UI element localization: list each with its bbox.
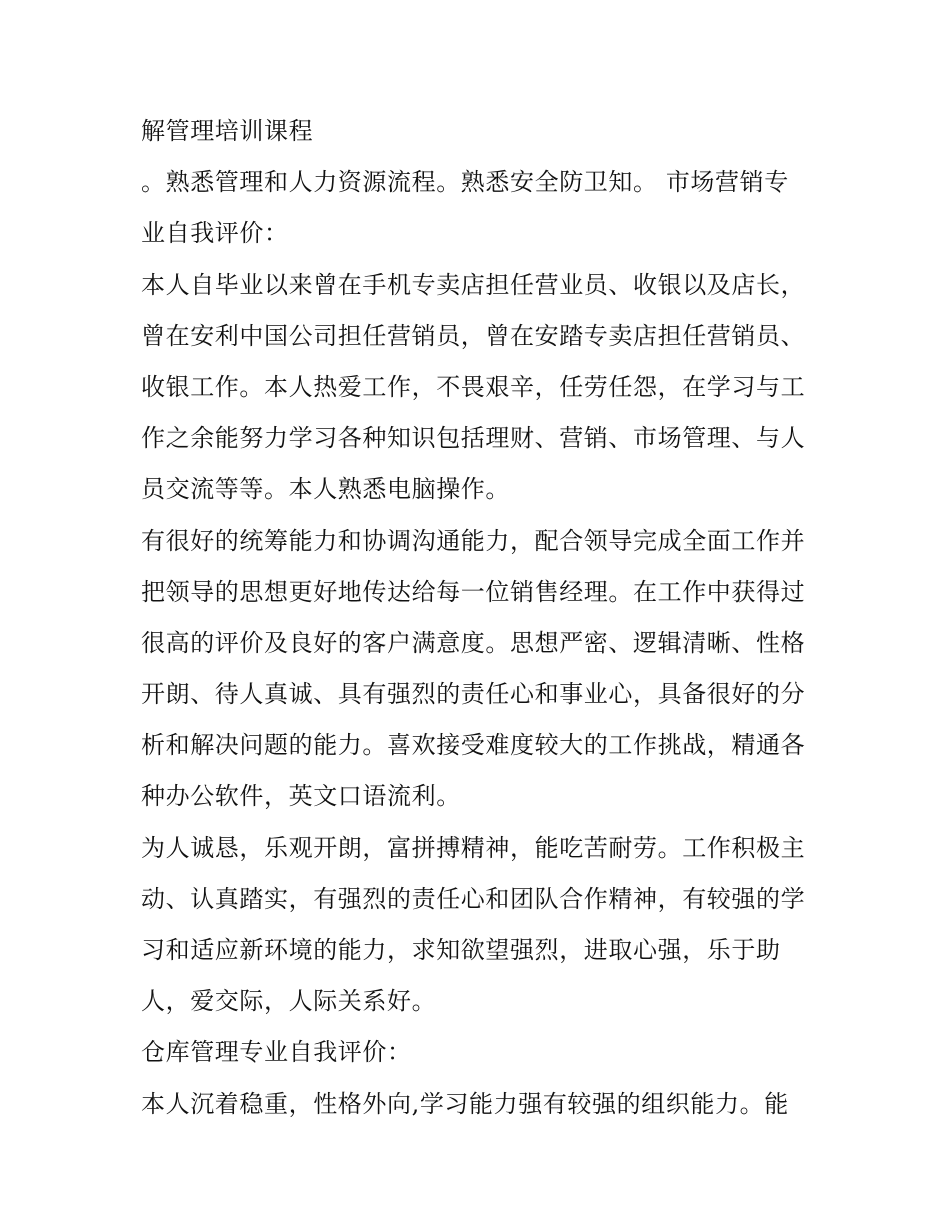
text-line: 动、认真踏实，有强烈的责任心和团队合作精神，有较强的学 <box>141 884 806 913</box>
text-line: 有很好的统筹能力和协调沟通能力，配合领导完成全面工作并 <box>141 526 806 555</box>
text-line: 解管理培训课程 <box>141 117 314 145</box>
text-line: 习和适应新环境的能力，求知欲望强烈，进取心强，乐于助 <box>141 936 781 964</box>
document-body <box>141 106 821 1130</box>
text-line: 本人自毕业以来曾在手机专卖店担任营业员、收银以及店长， <box>141 270 806 299</box>
text-line: 收银工作。本人热爱工作，不畏艰辛，任劳任怨，在学习与工 <box>141 372 806 401</box>
text-line: 仓库管理专业自我评价： <box>141 1038 412 1067</box>
text-line: 为人诚恳，乐观开朗，富拼搏精神，能吃苦耐劳。工作积极主 <box>141 833 806 862</box>
text-line: 。熟悉管理和人力资源流程。熟悉安全防卫知。 市场营销专 <box>141 168 789 197</box>
text-line: 人，爱交际，人际关系好。 <box>141 987 437 1016</box>
text-line: 很高的评价及良好的客户满意度。思想严密、逻辑清晰、性格 <box>141 628 806 657</box>
text-line: 开朗、待人真诚、具有强烈的责任心和事业心，具备很好的分 <box>141 680 806 709</box>
text-line: 员交流等等。本人熟悉电脑操作。 <box>141 475 510 504</box>
text-line: 本人沉着稳重，性格外向,学习能力强有较强的组织能力。能 <box>141 1089 789 1118</box>
text-line: 曾在安利中国公司担任营销员，曾在安踏专卖店担任营销员、 <box>141 321 806 350</box>
text-line: 作之余能努力学习各种知识包括理财、营销、市场管理、与人 <box>141 424 806 453</box>
text-line: 析和解决问题的能力。喜欢接受难度较大的工作挑战，精通各 <box>141 731 806 760</box>
text-line: 种办公软件，英文口语流利。 <box>141 782 461 811</box>
text-line: 业自我评价： <box>141 219 289 248</box>
text-line: 把领导的思想更好地传达给每一位销售经理。在工作中获得过 <box>141 577 806 606</box>
